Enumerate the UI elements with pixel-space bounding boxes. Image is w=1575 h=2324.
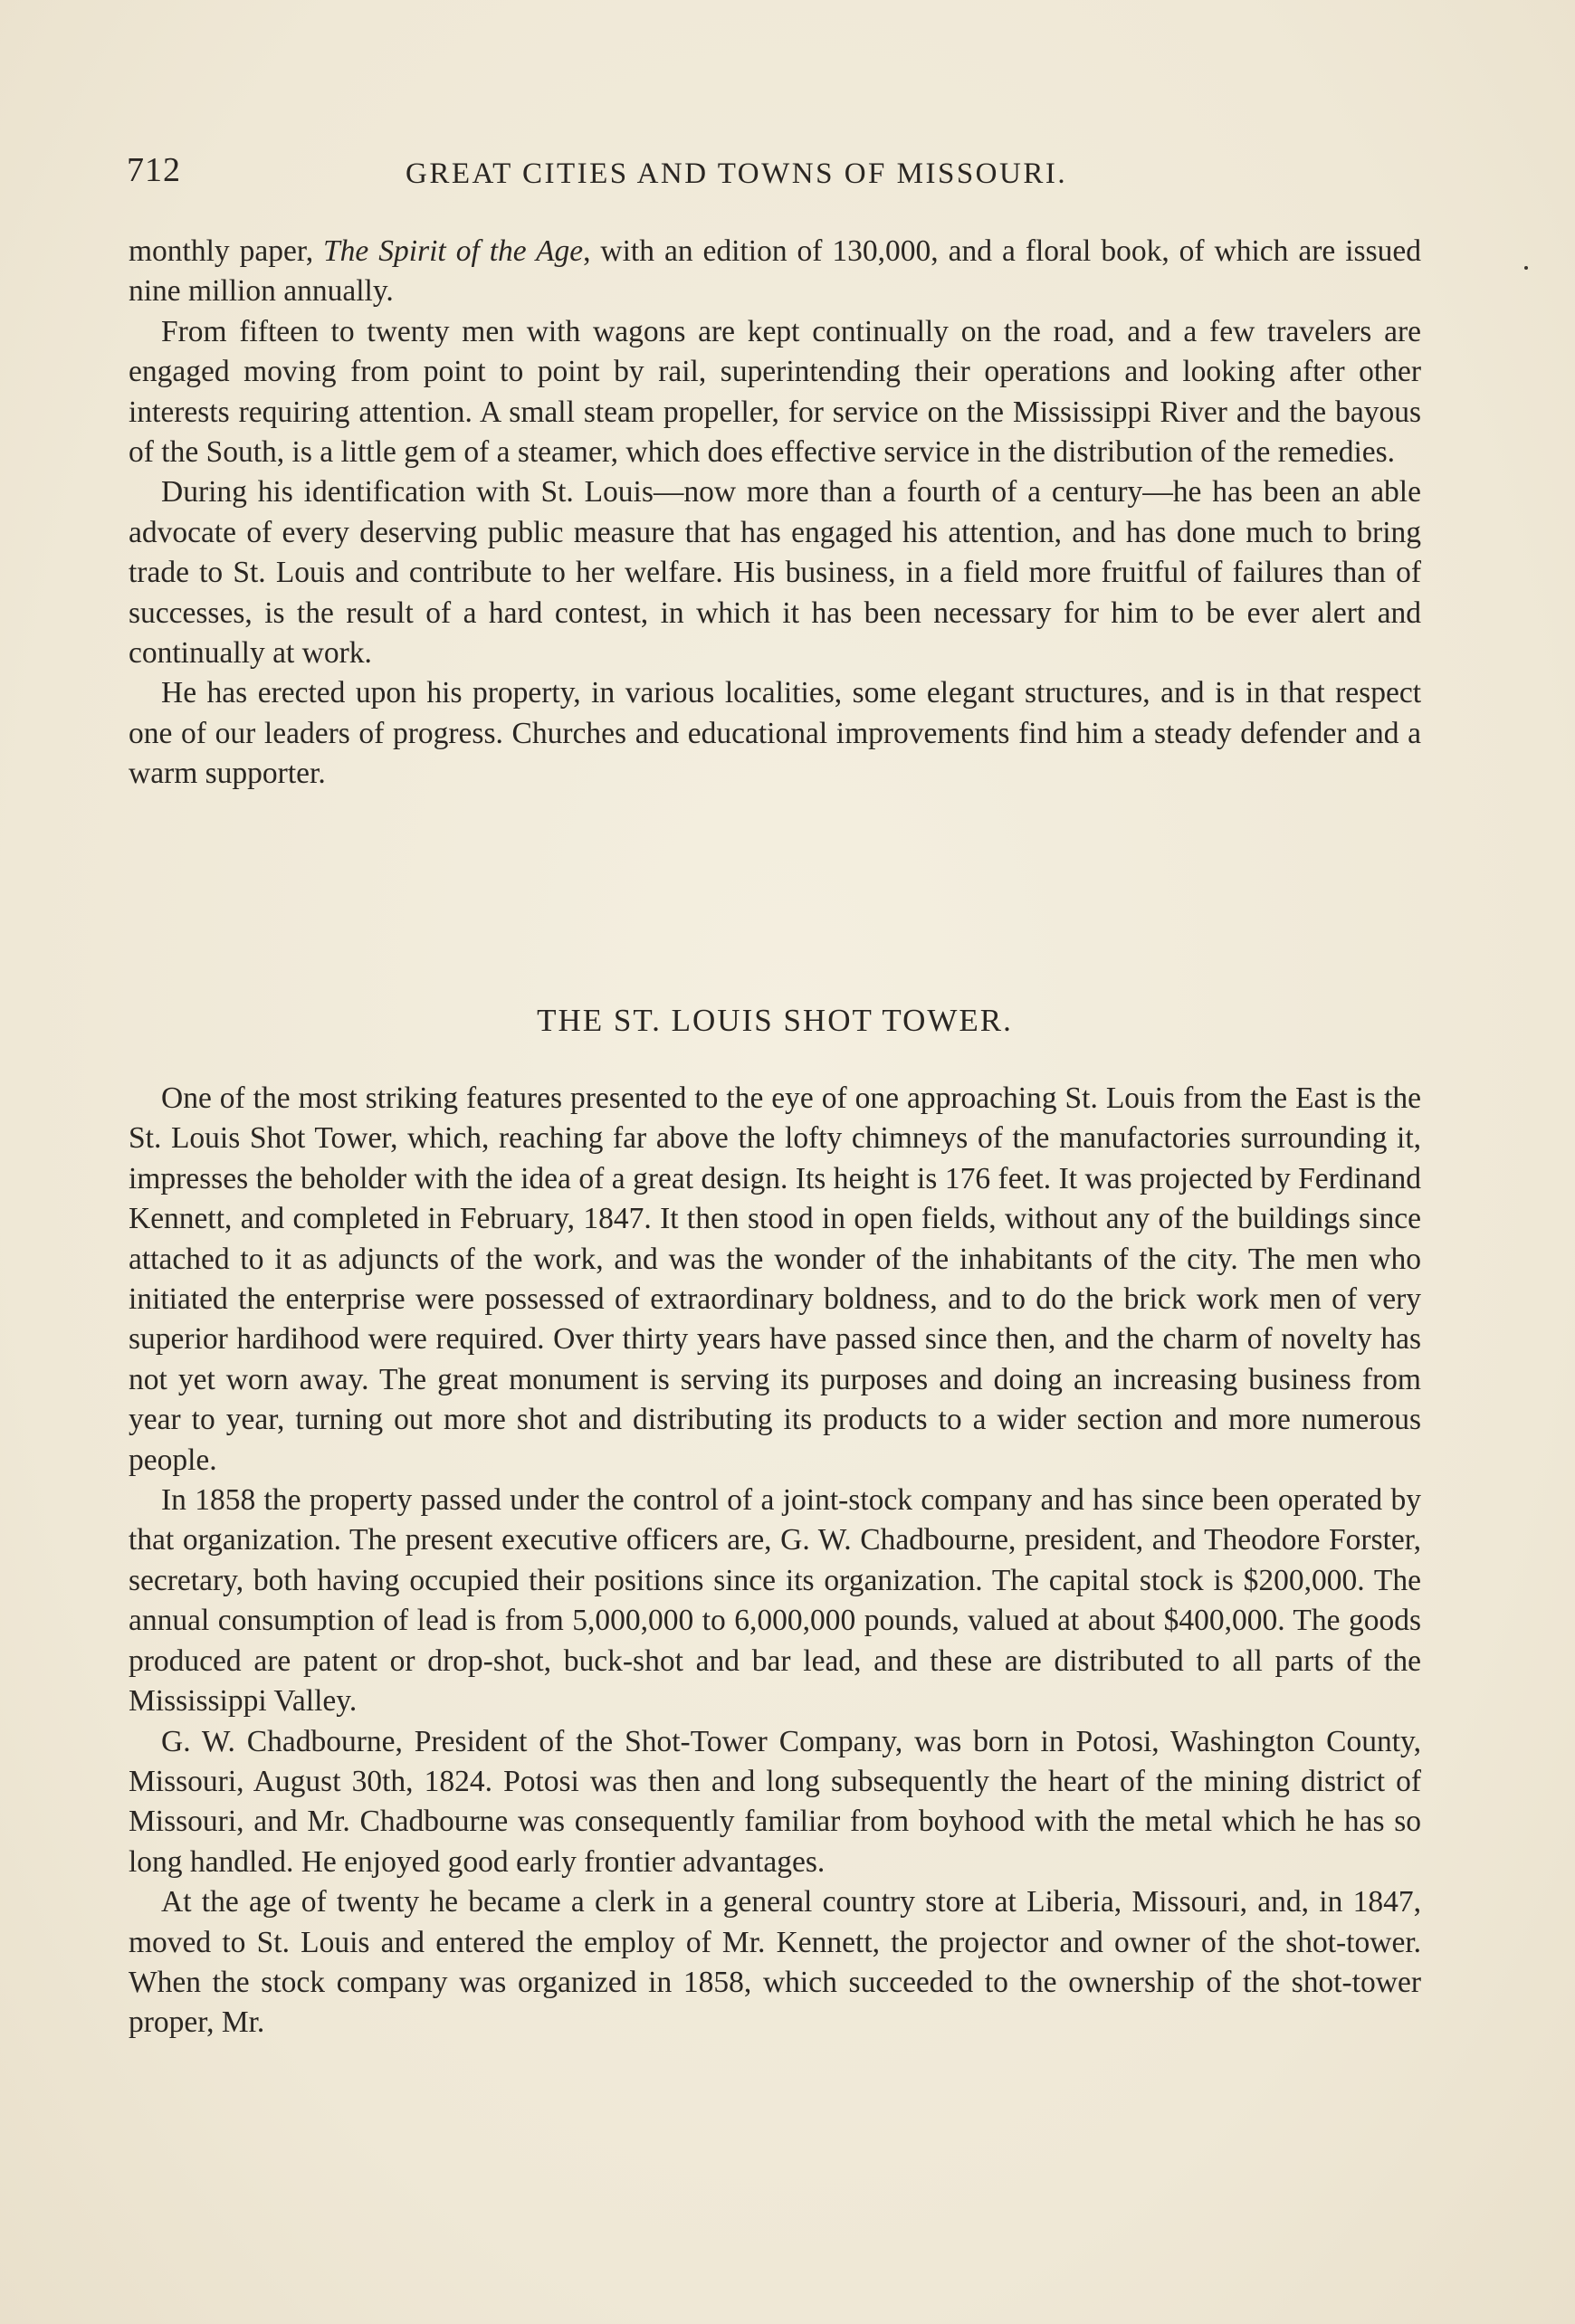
paragraph: He has erected upon his property, in various localities, some elegant structures, and is in that respect one of our leaders of progress. Churches and educational improvements find him a steady defender and a warm supporter. <box>129 676 1421 791</box>
margin-mark <box>1524 266 1528 270</box>
page-header <box>127 150 1412 194</box>
periodical-title: The Spirit of the Age <box>323 234 584 268</box>
paragraph: One of the most striking features presented to the eye of one approaching St. Louis from the East is the St. Louis Shot Tower, which, reaching far above the lofty chimneys of the manufactories surrounding it, impresses the beholder with the idea of a great design. Its height is 176 feet. It was projected by Ferdinand Kennett, and completed in February, 1847. It then stood in open fields, without any of the buildings since attached to it as adjuncts of the work, and was the wonder of the inhabitants of the city. The men who initiated the enterprise were possessed of extraordinary boldness, and to do the brick work men of very superior hardihood were required. Over thirty years have passed since then, and the charm of novelty has not yet worn away. The great monument is serving its purposes and doing an increasing business from year to year, turning out more shot and distributing its products to a wider section and more numerous people. <box>129 1081 1421 1477</box>
paragraph: At the age of twenty he became a clerk in a general country store at Liberia, Missouri, and, in 1847, moved to St. Louis and entered the employ of Mr. Kennett, the projector and owner of the shot-tower. When the stock company was organized in 1858, which succeeded to the ownership of the shot-tower proper, Mr. <box>129 1885 1421 2040</box>
section-2-text <box>129 1079 1421 2043</box>
paragraph: During his identification with St. Louis—now more than a fourth of a century—he has been an able advocate of every deserving public measure that has engaged his attention, and has done much to bring trade to St. Louis and contribute to her welfare. His business, in a field more fruitful of failures than of successes, is the result of a hard contest, in which it has been necessary for him to be ever alert and continually at work. <box>129 475 1421 671</box>
section-heading: THE ST. LOUIS SHOT TOWER. <box>537 1003 1013 1038</box>
running-title: GREAT CITIES AND TOWNS OF MISSOURI. <box>406 157 1068 190</box>
paragraph-text: monthly paper, <box>129 234 324 268</box>
paragraph <box>129 232 1421 312</box>
paragraph-text: , with an edition of 130,000, and a floral book, of which are issued nine million annually. <box>129 234 1422 309</box>
paragraph: In 1858 the property passed under the control of a joint-stock company and has since been operated by that organization. The present executive officers are, G. W. Chadbourne, president, and Theodore Forster, secretary, both having occupied their positions since its organization. The capital stock is $200,000. The annual consumption of lead is from 5,000,000 to 6,000,000 pounds, valued at about $400,000. The goods produced are patent or drop-shot, buck-shot and bar lead, and these are distributed to all parts of the Mississippi Valley. <box>129 1483 1421 1719</box>
paragraph: G. W. Chadbourne, President of the Shot-Tower Company, was born in Potosi, Washington County, Missouri, August 30th, 1824. Potosi was then and long subsequently the heart of the mining district of Missouri, and Mr. Chadbourne was consequently familiar from boyhood with the metal which he has so long handled. He enjoyed good early frontier advantages. <box>129 1724 1421 1879</box>
section-1-text <box>129 232 1421 795</box>
paragraph: From fifteen to twenty men with wagons are kept continually on the road, and a few travelers are engaged moving from point to point by rail, superintending their operations and looking after other interests requiring attention. A small steam propeller, for service on the Mississippi River and the bayous of the South, is a little gem of a steamer, which does effective service in the distribution of the remedies. <box>129 314 1421 470</box>
page-number: 712 <box>127 151 181 189</box>
